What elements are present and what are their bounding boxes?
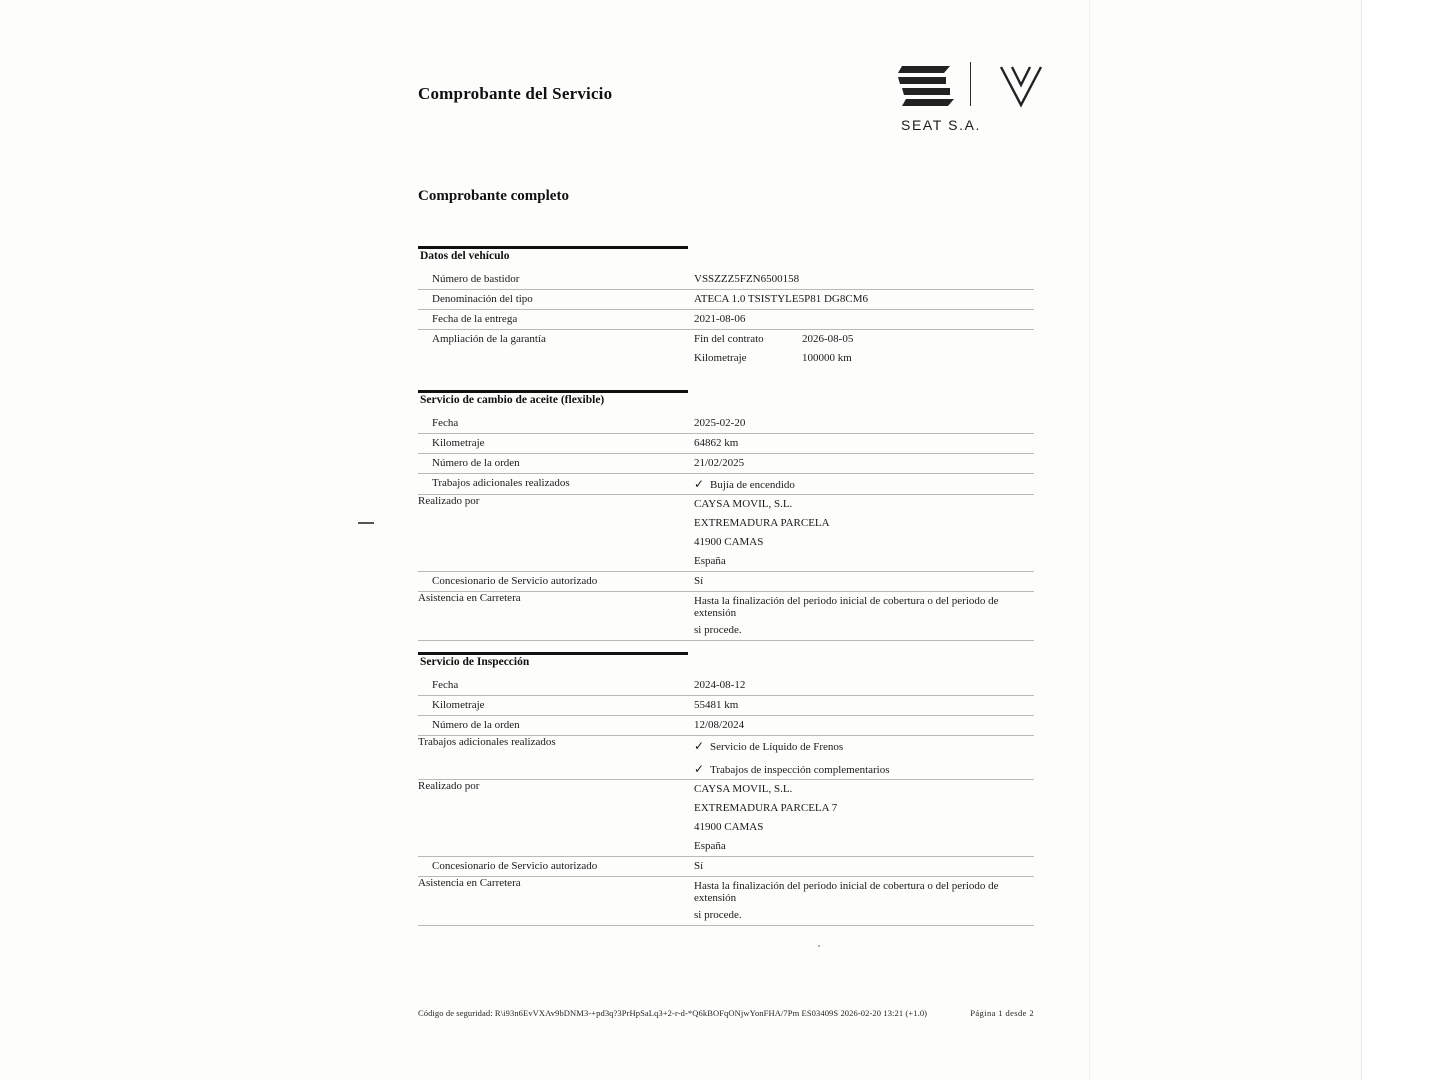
- table-row-cont: [418, 756, 1034, 780]
- table-row: [418, 330, 1034, 349]
- row-label: Número de la orden: [432, 719, 520, 731]
- section-rule: [418, 652, 688, 655]
- check-icon: ✓: [694, 739, 705, 753]
- row-value: [690, 756, 1034, 779]
- row-value: [690, 349, 1034, 368]
- table-row: [418, 414, 1034, 434]
- table-row-cont: [418, 818, 1034, 837]
- section-title: Servicio de cambio de aceite (flexible): [420, 394, 605, 406]
- row-label: Kilometraje: [432, 699, 485, 711]
- section-title: Servicio de Inspección: [420, 656, 530, 668]
- table-row: [418, 716, 1034, 736]
- table-row: [418, 474, 1034, 495]
- brand-name: SEAT S.A.: [901, 117, 982, 133]
- section-header: [418, 652, 1034, 670]
- row-label: Trabajos adicionales realizados: [432, 477, 570, 489]
- row-value: 41900 CAMAS: [694, 821, 764, 833]
- section-vehicle-data: [418, 246, 1034, 368]
- brand-block: [898, 62, 1058, 142]
- row-value: 55481 km: [694, 699, 739, 711]
- table-row-cont: [418, 621, 1034, 641]
- row-value: Hasta la finalización del periodo inicial de cobertura o del periodo de extensión: [694, 595, 999, 619]
- row-value: EXTREMADURA PARCELA: [694, 517, 830, 529]
- row-value: Hasta la finalización del periodo inicial de cobertura o del periodo de extensión: [694, 880, 999, 904]
- table-row: [418, 290, 1034, 310]
- check-item-label: Bujía de encendido: [710, 479, 795, 491]
- scan-edge-line: [1089, 0, 1090, 1080]
- row-label: Número de la orden: [432, 457, 520, 469]
- document-sheet: [418, 0, 1058, 1080]
- table-row: [418, 572, 1034, 592]
- row-label: Asistencia en Carretera: [418, 592, 521, 604]
- row-value: Sí: [694, 575, 704, 587]
- table-row: [418, 696, 1034, 716]
- row-label: Concesionario de Servicio autorizado: [432, 860, 598, 872]
- row-subvalue: 2026-08-05: [802, 333, 854, 345]
- table-row-cont: [418, 799, 1034, 818]
- table-row-cont: [418, 514, 1034, 533]
- row-value: España: [694, 555, 726, 567]
- section-header: [418, 390, 1034, 408]
- table-row-cont: [418, 837, 1034, 857]
- row-value: Sí: [694, 860, 704, 872]
- cupra-logo-icon: [998, 64, 1044, 113]
- row-subkey: Kilometraje: [694, 352, 747, 364]
- scan-artifact-dash: [358, 522, 374, 524]
- row-label-empty: [418, 514, 690, 533]
- row-value: 2024-08-12: [694, 679, 746, 691]
- table-row: [418, 877, 1034, 906]
- row-label: Kilometraje: [432, 437, 485, 449]
- row-label: Realizado por: [418, 495, 480, 507]
- section-title: Datos del vehículo: [420, 250, 510, 262]
- row-value: [690, 330, 1034, 349]
- row-value: 64862 km: [694, 437, 739, 449]
- check-icon: ✓: [694, 762, 705, 776]
- row-value: 12/08/2024: [694, 719, 745, 731]
- row-value: CAYSA MOVIL, S.L.: [694, 498, 793, 510]
- page-footer: [418, 1008, 1034, 1018]
- row-label: Trabajos adicionales realizados: [418, 736, 556, 748]
- row-subvalue: 100000 km: [802, 352, 852, 364]
- table-row-cont: [418, 533, 1034, 552]
- row-label-empty: [418, 799, 690, 818]
- table-row: [418, 495, 1034, 514]
- row-value: 2021-08-06: [694, 313, 746, 325]
- table-row: [418, 857, 1034, 877]
- table-row: [418, 349, 1034, 368]
- row-label: [418, 349, 690, 368]
- row-value: ATECA 1.0 TSISTYLE5P81 DG8CM6: [694, 293, 868, 305]
- table-row: [418, 310, 1034, 330]
- check-item-label: Trabajos de inspección complementarios: [710, 764, 890, 776]
- row-label-empty: [418, 756, 690, 779]
- row-label: Denominación del tipo: [432, 293, 533, 305]
- row-label-empty: [418, 906, 690, 925]
- row-label: Realizado por: [418, 780, 480, 792]
- table-row: [418, 454, 1034, 474]
- row-label: Asistencia en Carretera: [418, 877, 521, 889]
- check-icon: ✓: [694, 477, 705, 491]
- table-row: [418, 676, 1034, 696]
- security-code: Código de seguridad: R\i93n6EvVXAv9bDNM3-+pd3q?3PrHpSaLq3+2-r-d-*Q6kBOFqONjwYonFHA/7Pm ES03409S 2026-02-20 13:21 (+1.0): [418, 1008, 928, 1018]
- page-title: Comprobante del Servicio: [418, 84, 613, 103]
- table-row: [418, 592, 1034, 621]
- row-label-empty: [418, 552, 690, 571]
- row-value: [690, 474, 1034, 494]
- document-subtitle: Comprobante completo: [418, 188, 569, 204]
- row-label: Ampliación de la garantía: [432, 333, 546, 345]
- row-value: 2025-02-20: [694, 417, 746, 429]
- table-row-cont: [418, 552, 1034, 572]
- row-label: Fecha de la entrega: [432, 313, 518, 325]
- row-value: 41900 CAMAS: [694, 536, 764, 548]
- scan-edge: [1361, 0, 1440, 1080]
- row-label-empty: [418, 818, 690, 837]
- row-value: 21/02/2025: [694, 457, 745, 469]
- section-oil-change-service: [418, 390, 1034, 641]
- row-value: España: [694, 840, 726, 852]
- section-inspection-service: [418, 652, 1034, 926]
- check-item-label: Servicio de Líquido de Frenos: [710, 741, 844, 753]
- table-row: [418, 270, 1034, 290]
- row-label: Fecha: [432, 679, 459, 691]
- row-label: Número de bastidor: [432, 273, 520, 285]
- table-row: [418, 434, 1034, 454]
- row-label: Concesionario de Servicio autorizado: [432, 575, 598, 587]
- row-value: si procede.: [694, 624, 742, 636]
- row-value: VSSZZZ5FZN6500158: [694, 273, 800, 285]
- row-value: [690, 736, 1034, 756]
- row-subkey: Fin del contrato: [694, 333, 764, 345]
- brand-divider: [970, 62, 971, 106]
- row-value: CAYSA MOVIL, S.L.: [694, 783, 793, 795]
- seat-logo-icon: [898, 62, 954, 111]
- section-header: [418, 246, 1034, 264]
- row-label-empty: [418, 621, 690, 640]
- scan-artifact: [818, 945, 820, 947]
- row-label: Fecha: [432, 417, 459, 429]
- row-value: si procede.: [694, 909, 742, 921]
- page-number: Página 1 desde 2: [970, 1008, 1034, 1018]
- table-row-cont: [418, 906, 1034, 926]
- table-row: [418, 780, 1034, 799]
- row-label-empty: [418, 533, 690, 552]
- section-rule: [418, 390, 688, 393]
- section-rule: [418, 246, 688, 249]
- row-value: EXTREMADURA PARCELA 7: [694, 802, 838, 814]
- table-row: [418, 736, 1034, 756]
- row-label-empty: [418, 837, 690, 856]
